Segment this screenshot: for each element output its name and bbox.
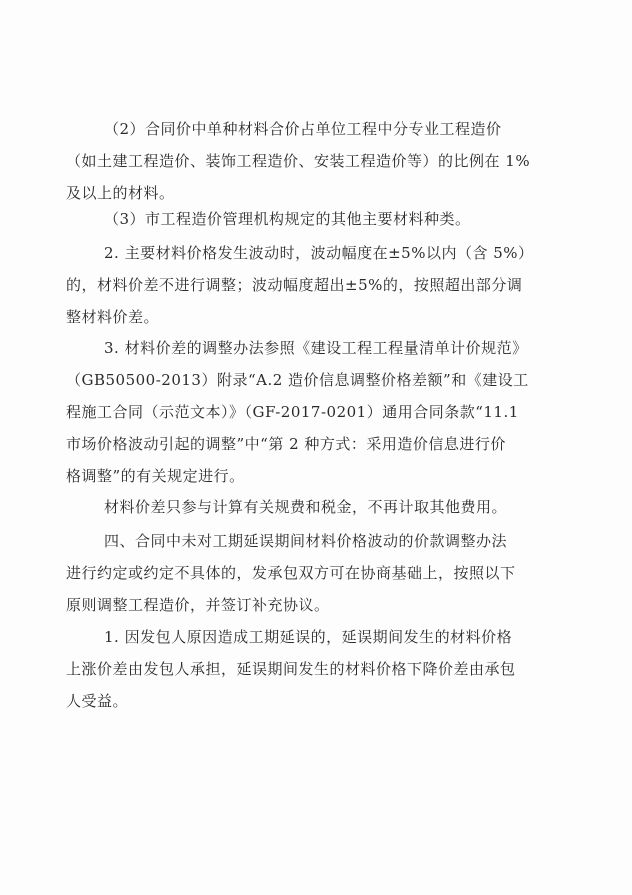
paragraph-line: 材料价差只参与计算有关规费和税金，不再计取其他费用。: [104, 498, 508, 516]
paragraph-line: 2. 主要材料价格发生波动时，波动幅度在±5%以内（含 5%）: [104, 244, 534, 262]
paragraph-line: 进行约定或约定不具体的，发承包双方可在协商基础上，按照以下: [66, 564, 516, 582]
paragraph-line: （GB50500-2013）附录“A.2 造价信息调整价格差额”和《建设工: [66, 371, 529, 389]
paragraph-line: 市场价格波动引起的调整”中“第 2 种方式：采用造价信息进行价: [66, 435, 506, 453]
paragraph-fees-taxes: [66, 491, 580, 523]
paragraph-line: 3. 材料价差的调整办法参照《建设工程工程量清单计价规范》: [104, 339, 528, 357]
paragraph-material-ratio: [66, 113, 580, 209]
paragraph-line: （如土建工程造价、装饰工程造价、安装工程造价等）的比例在 1%: [66, 152, 531, 170]
paragraph-line: （3）市工程造价管理机构规定的其他主要材料种类。: [104, 210, 471, 228]
paragraph-line: 1. 因发包人原因造成工期延误的，延误期间发生的材料价格: [104, 628, 513, 646]
paragraph-line: 整材料价差。: [66, 308, 160, 326]
paragraph-line: 及以上的材料。: [66, 184, 175, 202]
paragraph-line: 格调整”的有关规定进行。: [66, 467, 245, 485]
paragraph-line: （2）合同价中单种材料合价占单位工程中分专业工程造价: [104, 120, 502, 138]
paragraph-other-materials: [66, 203, 580, 235]
paragraph-line: 原则调整工程造价，并签订补充协议。: [66, 596, 330, 614]
paragraph-line: 人受益。: [66, 692, 129, 710]
paragraph-price-fluctuation: [66, 237, 580, 333]
paragraph-line: 的，材料价差不进行调整；波动幅度超出±5%的，按照超出部分调: [66, 276, 523, 294]
paragraph-line: 程施工合同（示范文本）》（GF-2017-0201）通用合同条款“11.1: [66, 403, 519, 421]
paragraph-line: 上涨价差由发包人承担，延误期间发生的材料价格下降价差由承包: [66, 660, 516, 678]
paragraph-section-four: [66, 525, 580, 621]
paragraph-adjustment-method: [66, 332, 580, 492]
paragraph-employer-delay: [66, 621, 580, 717]
paragraph-line: 四、合同中未对工期延误期间材料价格波动的价款调整办法: [104, 532, 508, 550]
